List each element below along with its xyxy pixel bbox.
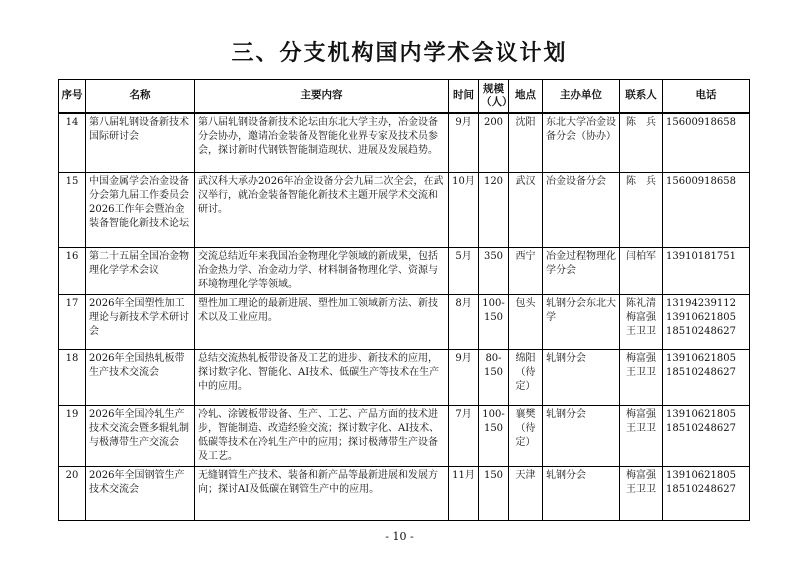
cell-content: 冷轧、涂镀板带设备、生产、工艺、产品方面的技术进步，智能制造、改造经验交流；探讨数字化、AI技术、低碳等技术在冷轧生产中的应用；探讨极薄带生产设备及工艺。 — [195, 406, 449, 467]
cell-place: 武汉 — [509, 173, 543, 248]
header-scale: 规模（人） — [479, 80, 509, 113]
cell-place: 西宁 — [509, 248, 543, 295]
cell-name: 2026年全国塑性加工理论与新技术学术研讨会 — [86, 295, 195, 350]
cell-scale: 200 — [479, 113, 509, 173]
cell-phone — [663, 350, 750, 406]
page-title: 三、分支机构国内学术会议计划 — [231, 41, 568, 66]
table-row — [59, 406, 750, 467]
phone-number: 13910621805 — [666, 470, 736, 481]
cell-scale: 350 — [479, 248, 509, 295]
header-contact: 联系人 — [620, 80, 663, 113]
cell-contact: 陈 兵 — [620, 173, 663, 248]
cell-name: 2026年全国冷轧生产技术交流会暨多辊轧制与极薄带生产交流会 — [86, 406, 195, 467]
cell-name: 2026年全国热轧板带生产技术交流会 — [86, 350, 195, 406]
cell-organizer: 轧钢分会东北大学 — [543, 295, 620, 350]
phone-number: 13910181751 — [666, 251, 736, 262]
phone-number: 18510248627 — [666, 367, 736, 378]
cell-time: 8月 — [449, 295, 479, 350]
header-time: 时间 — [449, 80, 479, 113]
cell-time: 10月 — [449, 173, 479, 248]
phone-number: 13910621805 — [666, 409, 736, 420]
cell-scale: 80-150 — [479, 350, 509, 406]
header-no: 序号 — [59, 80, 86, 113]
header-place: 地点 — [509, 80, 543, 113]
cell-time: 5月 — [449, 248, 479, 295]
cell-place: 天津 — [509, 467, 543, 521]
table-row — [59, 350, 750, 406]
cell-no: 20 — [59, 467, 86, 521]
cell-organizer: 冶金设备分会 — [543, 173, 620, 248]
cell-scale: 100-150 — [479, 295, 509, 350]
cell-contact: 梅富强王卫卫 — [620, 350, 663, 406]
phone-number: 15600918658 — [666, 176, 736, 187]
cell-phone — [663, 467, 750, 521]
cell-name: 第二十五届全国冶金物理化学学术会议 — [86, 248, 195, 295]
table-header-row — [59, 80, 750, 113]
cell-no: 18 — [59, 350, 86, 406]
cell-no: 16 — [59, 248, 86, 295]
table-row — [59, 113, 750, 173]
phone-number: 18510248627 — [666, 326, 736, 337]
cell-name: 2026年全国钢管生产技术交流会 — [86, 467, 195, 521]
cell-contact: 梅富强王卫卫 — [620, 406, 663, 467]
cell-no: 17 — [59, 295, 86, 350]
cell-content: 塑性加工理论的最新进展、塑性加工领域新方法、新技术以及工业应用。 — [195, 295, 449, 350]
table-row — [59, 467, 750, 521]
cell-scale: 120 — [479, 173, 509, 248]
cell-content: 第八届轧钢设备新技术论坛由东北大学主办，冶金设备分会协办，邀请冶金装备及智能化业界专家及技术员参会，探讨新时代钢铁智能制造现状、进展及发展趋势。 — [195, 113, 449, 173]
cell-no: 15 — [59, 173, 86, 248]
phone-number: 13194239112 — [666, 298, 736, 309]
phone-number: 13910621805 — [666, 312, 736, 323]
table-row — [59, 248, 750, 295]
cell-content: 总结交流热轧板带设备及工艺的进步、新技术的应用，探讨数字化、智能化、AI技术、低碳生产等技术在生产中的应用。 — [195, 350, 449, 406]
page-number: - 10 - — [385, 530, 414, 543]
cell-content: 武汉科大承办2026年冶金设备分会九届二次全会，在武汉举行，就冶金装备智能化新技术主题开展学术交流和研讨。 — [195, 173, 449, 248]
cell-contact: 陈礼清梅富强王卫卫 — [620, 295, 663, 350]
cell-scale: 150 — [479, 467, 509, 521]
cell-contact: 闫柏军 — [620, 248, 663, 295]
cell-organizer: 轧钢分会 — [543, 350, 620, 406]
phone-number: 18510248627 — [666, 423, 736, 434]
cell-time: 9月 — [449, 350, 479, 406]
phone-number: 15600918658 — [666, 116, 736, 128]
cell-place: 襄樊（待定） — [509, 406, 543, 467]
cell-name: 中国金属学会冶金设备分会第九届工作委员会2026工作年会暨冶金装备智能化新技术论坛 — [86, 173, 195, 248]
cell-phone — [663, 173, 750, 248]
phone-number: 18510248627 — [666, 484, 736, 495]
cell-phone — [663, 113, 750, 173]
cell-contact: 梅富强王卫卫 — [620, 467, 663, 521]
cell-place: 包头 — [509, 295, 543, 350]
table-row — [59, 173, 750, 248]
cell-phone — [663, 248, 750, 295]
cell-phone — [663, 295, 750, 350]
phone-number: 13910621805 — [666, 353, 736, 364]
cell-no: 19 — [59, 406, 86, 467]
cell-time: 11月 — [449, 467, 479, 521]
cell-content: 无缝钢管生产技术、装备和新产品等最新进展和发展方向；探讨AI及低碳在钢管生产中的应用。 — [195, 467, 449, 521]
cell-time: 9月 — [449, 113, 479, 173]
conference-plan-table — [58, 79, 750, 521]
cell-phone — [663, 406, 750, 467]
cell-organizer: 东北大学冶金设备分会（协办） — [543, 113, 620, 173]
cell-contact: 陈 兵 — [620, 113, 663, 173]
cell-name: 第八届轧钢设备新技术国际研讨会 — [86, 113, 195, 173]
cell-organizer: 轧钢分会 — [543, 467, 620, 521]
cell-time: 7月 — [449, 406, 479, 467]
cell-content: 交流总结近年来我国冶金物理化学领域的新成果，包括冶金热力学、冶金动力学、材料制备物理化学、资源与环境物理化学等领域。 — [195, 248, 449, 295]
cell-place: 沈阳 — [509, 113, 543, 173]
cell-organizer: 冶金过程物理化学分会 — [543, 248, 620, 295]
table-row — [59, 295, 750, 350]
cell-place: 绵阳（待定） — [509, 350, 543, 406]
header-phone: 电话 — [663, 80, 750, 113]
header-organizer: 主办单位 — [543, 80, 620, 113]
header-content: 主要内容 — [195, 80, 449, 113]
cell-organizer: 轧钢分会 — [543, 406, 620, 467]
cell-scale: 100-150 — [479, 406, 509, 467]
cell-no: 14 — [59, 113, 86, 173]
header-name: 名称 — [86, 80, 195, 113]
